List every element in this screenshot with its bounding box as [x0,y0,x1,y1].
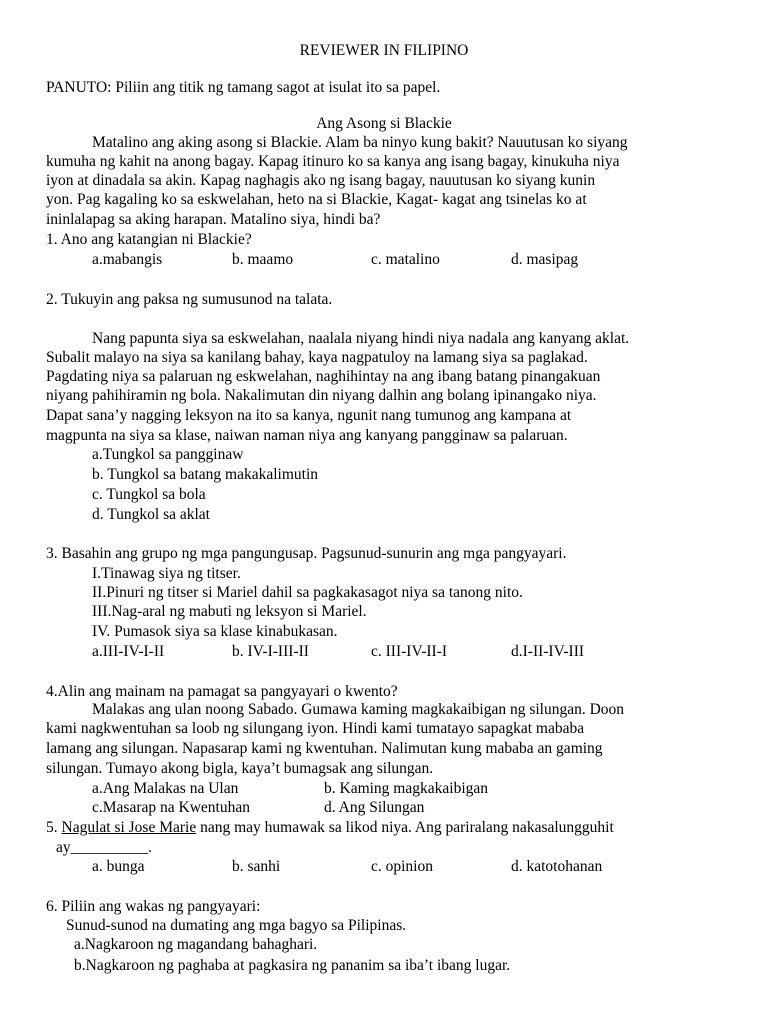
q5-choice-a: a. bunga [92,858,145,875]
q4-choice-d: d. Ang Silungan [324,799,425,816]
q3-choice-a: a.III-IV-I-II [92,643,165,660]
question-4: 4.Alin ang mainam na pamagat sa pangyayari o kwento? [46,683,398,700]
passage4-line: lamang ang silungan. Napasarap kami ng kwentuhan. Nalimutan kung mababa an gaming [46,740,603,757]
q2-choice-b: b. Tungkol sa batang makakalimutin [92,466,319,483]
passage1-line: yon. Pag kagaling ko sa eskwelahan, heto na si Blackie, Kagat- kagat ang tsinelas ko at [46,191,587,208]
question-1: 1. Ano ang katangian ni Blackie? [46,231,252,248]
passage1-line: iyon at dinadala sa akin. Kapag naghagis ako ng isang bagay, nauutusan ko siyang kunin [46,172,596,189]
q3-choice-b: b. IV-I-III-II [232,643,309,660]
passage4-line: Malakas ang ulan noong Sabado. Gumawa kaming magkakaibigan ng silungan. Doon [92,701,625,718]
story-title: Ang Asong si Blackie [316,115,452,132]
q6-choice-b: b.Nagkaroon ng paghaba at pagkasira ng pananim sa iba’t ibang lugar. [74,957,511,974]
question-5 [46,818,614,838]
question-6: 6. Piliin ang wakas ng pangyayari: [46,898,261,915]
q5-blank-line: ay__________. [56,839,153,856]
passage2-line: Nang papunta siya sa eskwelahan, naalala niyang hindi niya nadala ang kanyang aklat. [92,330,630,347]
passage2-line: magpunta na siya sa klase, naiwan naman niya ang kanyang pangginaw sa palaruan. [46,427,568,444]
q3-item: III.Nag-aral ng mabuti ng leksyon si Mariel. [92,603,367,620]
passage2-line: niyang pahihiramin ng bola. Nakalimutan din niyang dalhin ang bolang ipinangako niya. [46,387,597,404]
passage6: Sunud-sunod na dumating ang mga bagyo sa Pilipinas. [66,917,407,934]
passage4-line: kami nagkwentuhan sa loob ng silungang iyon. Hindi kami tumatayo sapagkat mababa [46,720,585,737]
q1-choice-d: d. masipag [511,251,579,268]
q6-choice-a: a.Nagkaroon ng magandang bahaghari. [74,936,318,953]
q4-choice-c: c.Masarap na Kwentuhan [92,799,250,816]
q3-item: IV. Pumasok siya sa klase kinabukasan. [92,623,338,640]
q4-choice-b: b. Kaming magkakaibigan [324,780,488,797]
passage4-line: silungan. Tumayo akong bigla, kaya’t bumagsak ang silungan. [46,760,434,777]
q4-choice-a: a.Ang Malakas na Ulan [92,780,239,797]
question-2: 2. Tukuyin ang paksa ng sumusunod na talata. [46,291,333,308]
q5-choice-c: c. opinion [371,858,433,875]
passage1-line: kumuha ng kahit na anong bagay. Kapag itinuro ko sa kanya ang isang bagay, kinukuha niya [46,153,620,170]
passage1-line: ininlalapag sa aking harapan. Matalino siya, hindi ba? [46,211,381,228]
q1-choice-a: a.mabangis [92,251,163,268]
q5-number: 5. [46,819,58,836]
instructions: PANUTO: Piliin ang titik ng tamang sagot at isulat ito sa papel. [46,79,441,96]
q5-choice-b: b. sanhi [232,858,281,875]
q2-choice-d: d. Tungkol sa aklat [92,506,210,523]
question-3: 3. Basahin ang grupo ng mga pangungusap. Pagsunud-sunurin ang mga pangyayari. [46,545,567,562]
q1-choice-c: c. matalino [371,251,440,268]
q3-item: II.Pinuri ng titser si Mariel dahil sa pagkakasagot niya sa tanong nito. [92,584,523,601]
q2-choice-c: c. Tungkol sa bola [92,486,206,503]
passage2-line: Subalit malayo na siya sa kanilang bahay, kaya nagpatuloy na lamang siya sa paglakad. [46,349,588,366]
page-title: REVIEWER IN FILIPINO [299,42,469,59]
passage2-line: Pagdating niya sa palaruan ng eskwelahan, naghihintay na ang ibang batang pinangakuan [46,368,601,385]
q3-item: I.Tinawag siya ng titser. [92,565,241,582]
q1-choice-b: b. maamo [232,251,294,268]
q2-choice-a: a.Tungkol sa pangginaw [92,446,244,463]
q5-choice-d: d. katotohanan [511,858,603,875]
q3-choice-c: c. III-IV-II-I [371,643,448,660]
passage2-line: Dapat sana’y nagging leksyon na ito sa kanya, ngunit nang tumunog ang kampana at [46,407,572,424]
passage1-line: Matalino ang aking asong si Blackie. Alam ba ninyo kung bakit? Nauutusan ko siyang [92,134,628,151]
q5-question-rest: nang may humawak sa likod niya. Ang pariralang nakasalungguhit [200,819,614,836]
q5-underlined-phrase: Nagulat si Jose Marie [61,819,197,836]
q3-choice-d: d.I-II-IV-III [511,643,585,660]
